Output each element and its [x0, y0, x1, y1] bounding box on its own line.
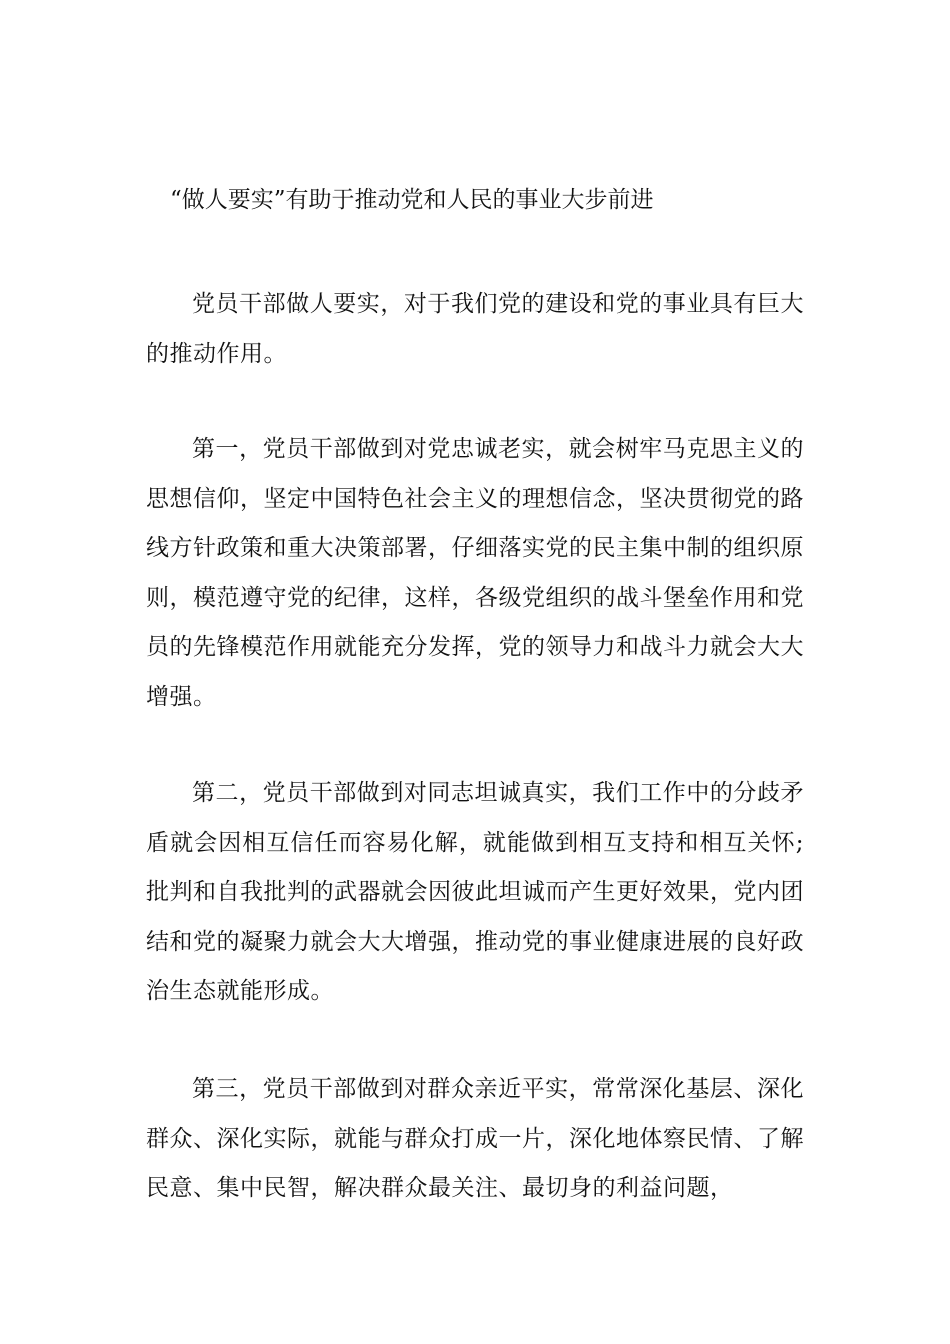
paragraph-4: 第三，党员干部做到对群众亲近平实，常常深化基层、深化群众、深化实际，就能与群众打成一片，深化地体察民情、了解民意、集中民智，解决群众最关注、最切身的利益问题，	[146, 1076, 804, 1201]
paragraph-1: 党员干部做人要实，对于我们党的建设和党的事业具有巨大的推动作用。	[146, 291, 804, 367]
paragraph-3: 第二，党员干部做到对同志坦诚真实，我们工作中的分歧矛盾就会因相互信任而容易化解，就能做到相互支持和相互关怀;批判和自我批判的武器就会因彼此坦诚而产生更好效果，党内团结和党的凝聚力就会大大增强，推动党的事业健康进展的良好政治生态就能形成。	[146, 780, 804, 1004]
paragraph-2: 第一，党员干部做到对党忠诚老实，就会树牢马克思主义的思想信仰，坚定中国特色社会主义的理想信念，坚决贯彻党的路线方针政策和重大决策部署，仔细落实党的民主集中制的组织原则，模范遵守党的纪律，这样，各级党组织的战斗堡垒作用和党员的先锋模范作用就能充分发挥，党的领导力和战斗力就会大大增强。	[146, 436, 804, 710]
document-title: “做人要实”有助于推动党和人民的事业大步前进	[170, 187, 654, 213]
